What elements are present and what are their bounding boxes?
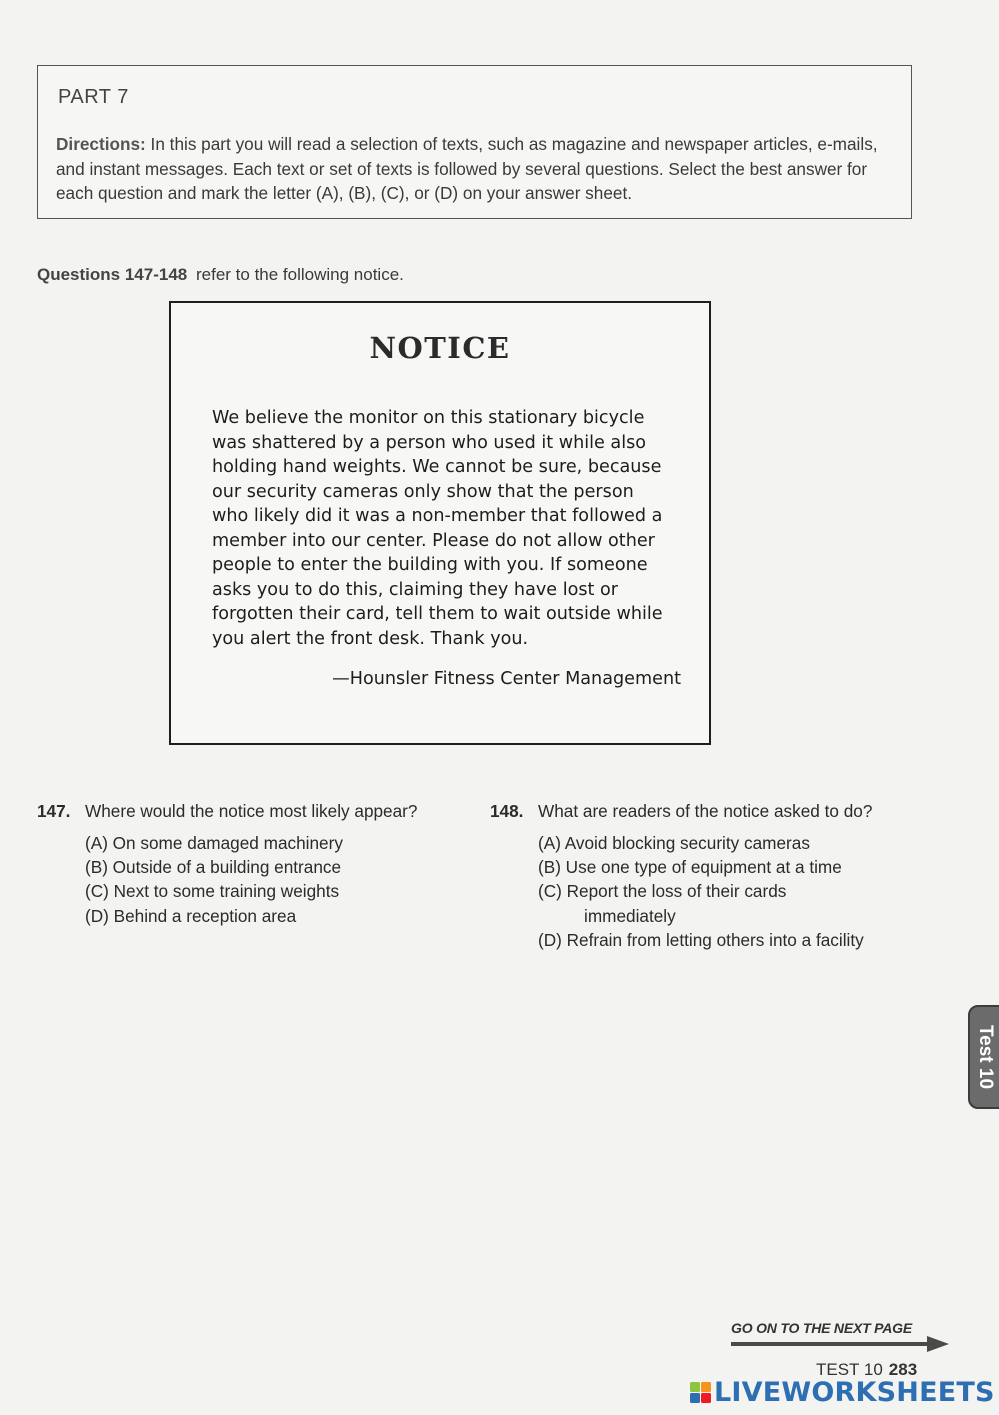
question-reference	[37, 265, 404, 285]
part-title: PART 7	[58, 86, 129, 108]
notice-line: We believe the monitor on this stationary bicycle	[212, 408, 645, 428]
question-prompt: Where would the notice most likely appear?	[85, 801, 418, 821]
answer-option-a[interactable]: (A) On some damaged machinery	[85, 833, 343, 853]
notice-line: was shattered by a person who used it while also	[212, 432, 647, 453]
notice-box	[169, 301, 711, 745]
answer-option-a[interactable]: (A) Avoid blocking security cameras	[538, 833, 810, 853]
notice-line: you alert the front desk. Thank you.	[212, 628, 529, 649]
question-147	[37, 799, 437, 928]
watermark-text: LIVEWORKSHEETS	[714, 1376, 995, 1408]
question-number: 147.	[37, 801, 71, 821]
directions-text	[56, 132, 901, 206]
notice-line: our security cameras only show that the person	[212, 481, 634, 502]
notice-line: member into our center. Please do not allow other	[212, 530, 655, 551]
answer-option-c-continued: immediately	[584, 905, 676, 926]
test-side-tab	[968, 1005, 999, 1109]
liveworksheets-watermark	[690, 1372, 995, 1412]
notice-line: holding hand weights. We cannot be sure, because	[212, 457, 662, 477]
notice-signature: —Hounsler Fitness Center Management	[332, 669, 681, 689]
test-side-tab-label: Test 10	[975, 1024, 996, 1090]
answer-option-b[interactable]: (B) Use one type of equipment at a time	[538, 857, 842, 878]
directions-box	[37, 65, 912, 219]
notice-line: people to enter the building with you. If someone	[212, 555, 648, 575]
answer-option-d[interactable]: (D) Refrain from letting others into a facility	[538, 929, 864, 950]
liveworksheets-logo-icon	[690, 1378, 712, 1406]
page-number: 283	[888, 1360, 918, 1379]
test-label: TEST 10	[816, 1360, 883, 1379]
directions-label: Directions:	[56, 134, 146, 154]
question-reference-text: refer to the following notice.	[195, 265, 404, 284]
notice-line: who likely did it was a non-member that followed a	[212, 506, 663, 526]
question-number: 148.	[490, 801, 524, 821]
answer-option-c[interactable]: (C) Next to some training weights	[85, 881, 340, 902]
go-next-page-label: GO ON TO THE NEXT PAGE	[731, 1320, 912, 1336]
arrow-right-icon	[731, 1336, 951, 1352]
notice-line: asks you to do this, claiming they have lost or	[212, 579, 618, 600]
go-next-page	[731, 1318, 951, 1354]
notice-body	[212, 406, 682, 651]
notice-title: NOTICE	[369, 331, 511, 365]
question-range: Questions 147-148	[37, 265, 188, 284]
answer-option-c[interactable]: (C) Report the loss of their cards	[538, 881, 787, 902]
notice-line: forgotten their card, tell them to wait outside while	[212, 604, 663, 624]
directions-body: In this part you will read a selection of texts, such as magazine and newspaper articles, e-mails, and instant messages. Each text or set of texts is followed by several questions. Select the best answer for each question and mark the letter (A), (B), (C), or (D) on your answer sheet.	[56, 134, 878, 203]
answer-options	[37, 831, 437, 928]
question-prompt: What are readers of the notice asked to do?	[538, 801, 873, 821]
question-148	[490, 799, 960, 952]
question-147-head	[37, 799, 437, 823]
answer-option-d[interactable]: (D) Behind a reception area	[85, 905, 297, 926]
question-148-head	[490, 799, 960, 823]
answer-options	[490, 831, 960, 952]
answer-option-b[interactable]: (B) Outside of a building entrance	[85, 857, 342, 878]
